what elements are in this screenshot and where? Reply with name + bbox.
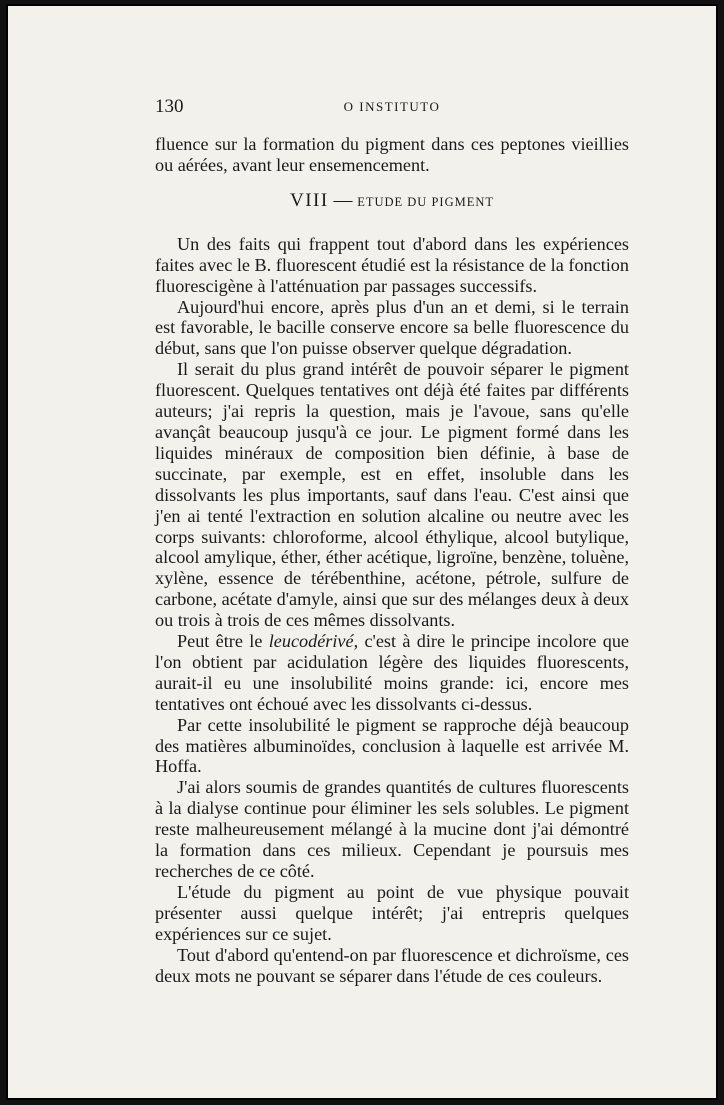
running-header xyxy=(155,96,629,120)
paragraph-4-end: , c'est à dire le principe incolore que l'on obtient par acidulation légère des liquides fluorescents, aurait-il eu une insolubilité moins grande: ici, encore mes tentatives ont échoué avec les dissolvants ci-dessus. xyxy=(155,631,629,714)
section-title: ETUDE DU PIGMENT xyxy=(357,194,495,209)
paragraph-4-start: Peut être le xyxy=(177,631,269,652)
page-number: 130 xyxy=(155,96,184,117)
section-heading xyxy=(155,190,629,212)
paragraph-6: J'ai alors soumis de grandes quantités de cultures fluorescents à la dialyse continue pour éliminer les sels solubles. Le pigment reste malheureusement mélangé à la mucine dont j'ai démontré la formation dans ces milieux. Cependant je poursuis mes recherches de ce côté. xyxy=(155,777,629,881)
paragraph-4 xyxy=(155,631,629,715)
paragraph-5: Par cette insolubilité le pigment se rapproche déjà beaucoup des matières albuminoïdes, conclusion à laquelle est arrivée M. Hoffa. xyxy=(155,714,629,777)
page-content xyxy=(155,96,629,986)
paragraph-7: L'étude du pigment au point de vue physique pouvait présenter aussi quelque intérêt; j'ai entrepris quelques expériences sur ce sujet. xyxy=(155,881,629,944)
paragraph-3: Il serait du plus grand intérêt de pouvoir séparer le pigment fluorescent. Quelques tentatives ont déjà été faites par différents auteurs; j'ai repris la question, mais je l'avoue, sans qu'elle avançât beaucoup jusqu'à ce jour. Le pigment formé dans les liquides minéraux de composition bien définie, à base de succinate, par exemple, est en effet, insoluble dans les dissolvants les plus importants, sauf dans l'eau. C'est ainsi que j'en ai tenté l'extraction en solution alcaline ou neutre avec les corps suivants: chloroforme, alcool éthylique, alcool butylique, alcool amylique, éther, éther acétique, ligroïne, benzène, toluène, xylène, essence de térébenthine, acétone, pétrole, sulfure de carbone, acétate d'amyle, ainsi que sur des mélanges deux à deux ou trois à trois de ces mêmes dissolvants. xyxy=(155,359,629,631)
section-number: VIII xyxy=(289,189,329,211)
paragraph-continued: fluence sur la formation du pigment dans ces peptones vieillies ou aérées, avant leur ensemencement. xyxy=(155,134,629,175)
document-page xyxy=(6,4,718,1100)
paragraph-2: Aujourd'hui encore, après plus d'un an et demi, si le terrain est favorable, le bacille conserve encore sa belle fluorescence du début, sans que l'on puisse observer quelque dégradation. xyxy=(155,296,629,359)
running-title: O INSTITUTO xyxy=(343,99,441,114)
section-dash: — xyxy=(328,189,358,211)
paragraph-1: Un des faits qui frappent tout d'abord dans les expériences faites avec le B. fluorescent étudié est la résistance de la fonction fluorescigène à l'atténuation par passages successifs. xyxy=(155,233,629,296)
paragraph-8: Tout d'abord qu'entend-on par fluorescence et dichroïsme, ces deux mots ne pouvant se séparer dans l'étude de ces couleurs. xyxy=(155,944,629,986)
paragraph-4-italic-term: leucodérivé xyxy=(268,631,354,652)
